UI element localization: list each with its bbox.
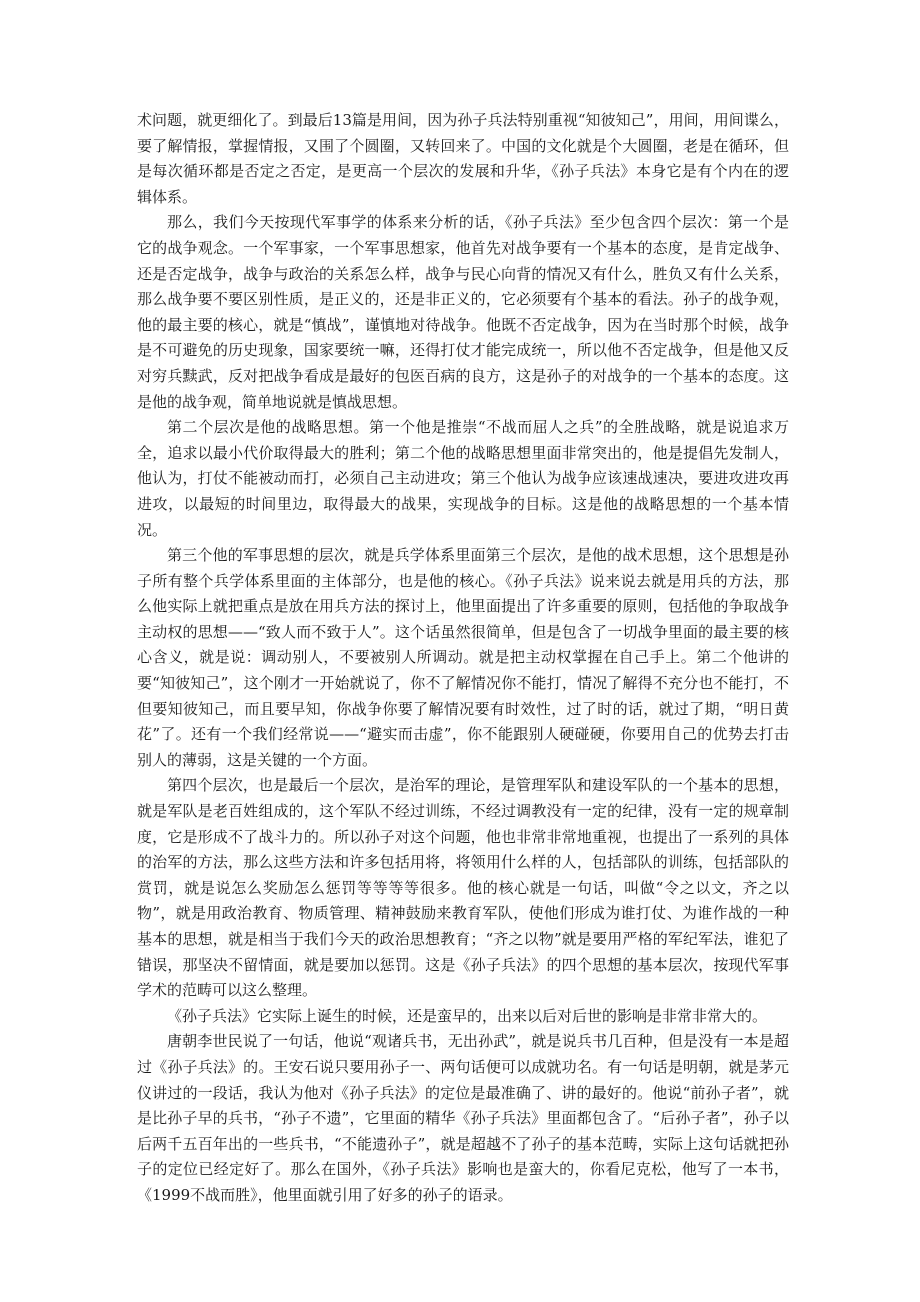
paragraph-5: 第四个层次，也是最后一个层次，是治军的理论，是管理军队和建设军队的一个基本的思想，就是军队是老百姓组成的，这个军队不经过训练，不经过调教没有一定的纪律，没有一定的规章制度，它是形成不了战斗力的。所以孙子对这个问题，他也非常非常地重视，也提出了一系列的具体的治军的方法，那么这些方法和许多包括用将，将领用什么样的人，包括部队的训练，包括部队的赏罚，就是说怎么奖励怎么惩罚等等等等很多。他的核心就是一句话，叫做“令之以文，齐之以物”，就是用政治教育、物质管理、精神鼓励来教育军队，使他们形成为谁打仗、为谁作战的一种基本的思想，就是相当于我们今天的政治思想教育；“齐之以物”就是要用严格的军纪军法，谁犯了错误，那坚决不留情面，就是要加以惩罚。这是《孙子兵法》的四个思想的基本层次，按现代军事学术的范畴可以这么整理。 bbox=[137, 776, 789, 1000]
paragraph-2: 那么，我们今天按现代军事学的体系来分析的话，《孙子兵法》至少包含四个层次：第一个是它的战争观念。一个军事家，一个军事思想家，他首先对战争要有一个基本的态度，是肯定战争、还是否定战争，战争与政治的关系怎么样，战争与民心向背的情况又有什么，胜负又有什么关系，那么战争要不要区别性质，是正义的，还是非正义的，它必须要有个基本的看法。孙子的战争观，他的最主要的核心，就是“慎战”，谨慎地对待战争。他既不否定战争，因为在当时那个时候，战争是不可避免的历史现象，国家要统一嘛，还得打仗才能完成统一，所以他不否定战争，但是他又反对穷兵黩武，反对把战争看成是最好的包医百病的良方，这是孙子的对战争的一个基本的态度。这是他的战争观，简单地说就是慎战思想。 bbox=[137, 213, 789, 411]
paragraph-3: 第二个层次是他的战略思想。第一个他是推崇“不战而屈人之兵”的全胜战略，就是说追求万全，追求以最小代价取得最大的胜利；第二个他的战略思想里面非常突出的，他是提倡先发制人，他认为，打仗不能被动而打，必须自己主动进攻；第三个他认为战争应该速战速决，要进攻进攻再进攻，以最短的时间里边，取得最大的战果，实现战争的目标。这是他的战略思想的一个基本情况。 bbox=[137, 418, 789, 539]
paragraph-4: 第三个他的军事思想的层次，就是兵学体系里面第三个层次，是他的战术思想，这个思想是孙子所有整个兵学体系里面的主体部分，也是他的核心。《孙子兵法》说来说去就是用兵的方法，那么他实际上就把重点是放在用兵方法的探讨上，他里面提出了许多重要的原则，包括他的争取战争主动权的思想——“致人而不致于人”。这个话虽然很简单，但是包含了一切战争里面的最主要的核心含义，就是说：调动别人，不要被别人所调动。就是把主动权掌握在自己手上。第二个他讲的要“知彼知己”，这个刚才一开始就说了，你不了解情况你不能打，情况了解得不充分也不能打，不但要知彼知己，而且要早知，你战争你要了解情况要有时效性，过了时的话，就过了期，“明日黄花”了。还有一个我们经常说——“避实而击虚”，你不能跟别人硬碰硬，你要用自己的优势去打击别人的薄弱，这是关键的一个方面。 bbox=[137, 546, 789, 769]
paragraph-6: 《孙子兵法》它实际上诞生的时候，还是蛮早的，出来以后对后世的影响是非常非常大的。 bbox=[167, 1006, 768, 1025]
document-body bbox=[137, 108, 789, 1209]
paragraph-1: 术问题，就更细化了。到最后13篇是用间，因为孙子兵法特别重视“知彼知己”，用间，用间谍么，要了解情报，掌握情报，又围了个圆圈，又转回来了。中国的文化就是个大圆圈，老是在循环，但是每次循环都是否定之否定，是更高一个层次的发展和升华，《孙子兵法》本身它是有个内在的逻辑体系。 bbox=[137, 111, 789, 206]
paragraph-7: 唐朝李世民说了一句话，他说“观诸兵书，无出孙武”，就是说兵书几百种，但是没有一本是超过《孙子兵法》的。王安石说只要用孙子一、两句话便可以成就功名。有一句话是明朝，就是茅元仪讲过的一段话，我认为他对《孙子兵法》的定位是最准确了、讲的最好的。他说“前孙子者”，就是比孙子早的兵书，“孙子不遗”，它里面的精华《孙子兵法》里面都包含了。“后孙子者”，孙子以后两千五百年出的一些兵书，“不能遗孙子”，就是超越不了孙子的基本范畴，实际上这句话就把孙子的定位已经定好了。那么在国外，《孙子兵法》影响也是蛮大的，你看尼克松，他写了一本书，《1999不战而胜》，他里面就引用了好多的孙子的语录。 bbox=[137, 1032, 789, 1204]
